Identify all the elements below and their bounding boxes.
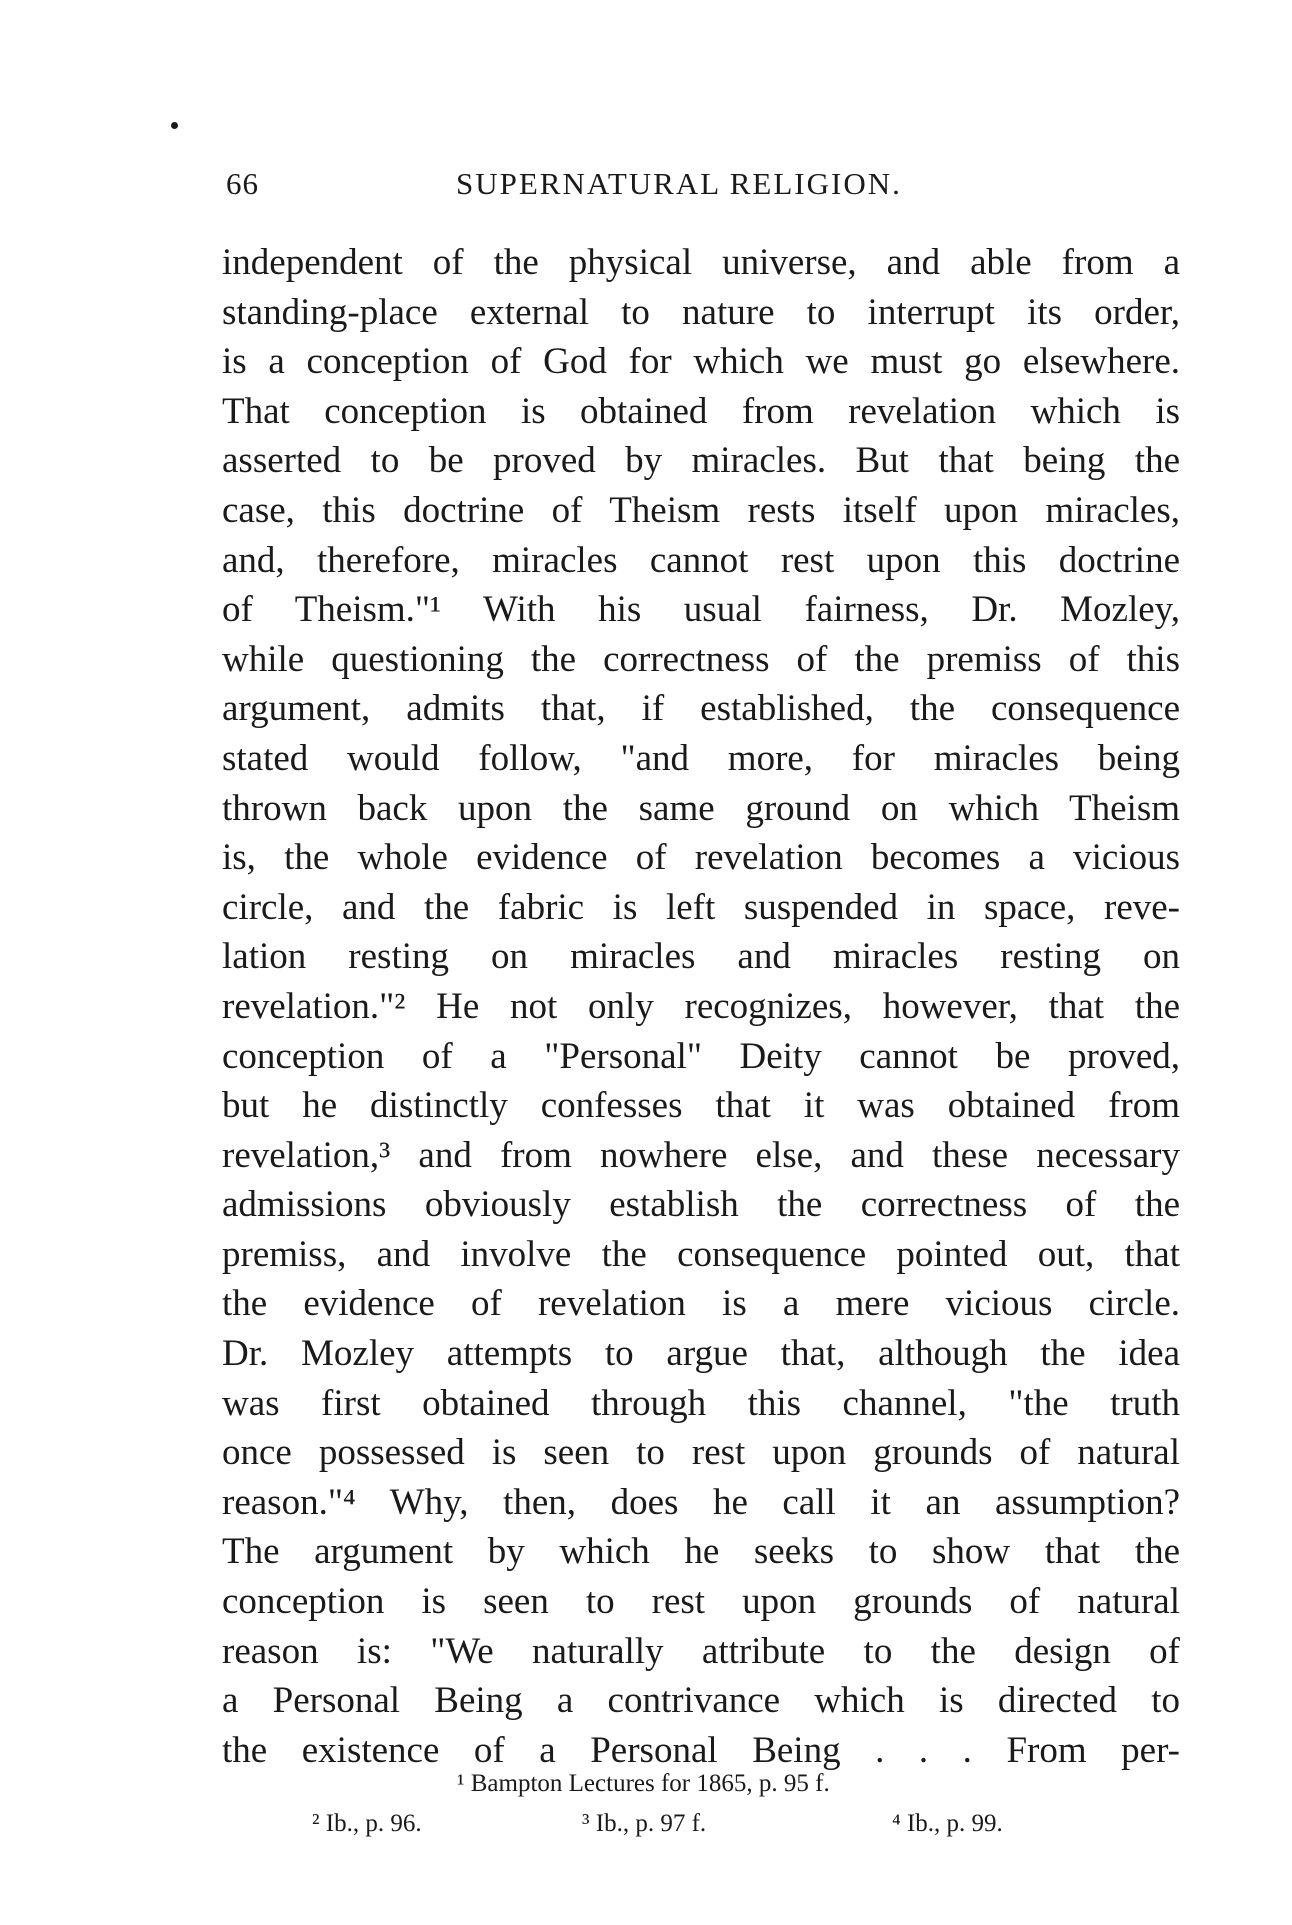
text-line: case, this doctrine of Theism rests itself upon miracles, (222, 489, 1180, 531)
text-line: the existence of a Personal Being . . . From per- (222, 1729, 1180, 1771)
footnote-2: ² Ib., p. 96. (312, 1810, 422, 1837)
text-line: premiss, and involve the consequence pointed out, that (222, 1233, 1180, 1275)
text-line: while questioning the correctness of the premiss of this (222, 638, 1180, 680)
text-line: once possessed is seen to rest upon grounds of natural (222, 1432, 1180, 1474)
text-line: conception of a "Personal" Deity cannot be proved, (222, 1035, 1180, 1077)
text-line: lation resting on miracles and miracles resting on (222, 936, 1180, 978)
text-line: of Theism."¹ With his usual fairness, Dr. Mozley, (222, 589, 1180, 631)
text-line: is a conception of God for which we must go elsewhere. (222, 341, 1180, 383)
footnote-row (222, 1810, 1180, 1846)
text-line: independent of the physical universe, and able from a (222, 242, 1180, 283)
text-line: is, the whole evidence of revelation becomes a vicious (222, 837, 1180, 879)
text-line: stated would follow, "and more, for miracles being (222, 737, 1180, 779)
text-line: thrown back upon the same ground on which Theism (222, 787, 1180, 829)
text-line: but he distinctly confesses that it was obtained from (222, 1085, 1180, 1127)
text-line: conception is seen to rest upon grounds of natural (222, 1581, 1180, 1623)
stray-ink-dot (171, 122, 178, 129)
text-line: circle, and the fabric is left suspended in space, reve- (222, 886, 1180, 928)
text-line: Dr. Mozley attempts to argue that, although the idea (222, 1333, 1180, 1375)
text-line: The argument by which he seeks to show that the (222, 1531, 1180, 1573)
text-line: admissions obviously establish the correctness of the (222, 1184, 1180, 1226)
page-number: 66 (226, 166, 259, 201)
footnote-3: ³ Ib., p. 97 f. (582, 1810, 707, 1837)
text-line: revelation,³ and from nowhere else, and these necessary (222, 1134, 1180, 1176)
text-line: and, therefore, miracles cannot rest upon this doctrine (222, 539, 1180, 581)
text-line: the evidence of revelation is a mere vicious circle. (222, 1283, 1180, 1325)
text-line: a Personal Being a contrivance which is directed to (222, 1680, 1180, 1722)
text-line: reason."⁴ Why, then, does he call it an assumption? (222, 1481, 1180, 1523)
text-line: argument, admits that, if established, the consequence (222, 688, 1180, 730)
text-line: revelation."² He not only recognizes, however, that the (222, 985, 1180, 1027)
text-line: standing-place external to nature to interrupt its order, (222, 291, 1180, 333)
page-header (226, 166, 1176, 210)
text-line: asserted to be proved by miracles. But that being the (222, 440, 1180, 482)
running-head: SUPERNATURAL RELIGION. (456, 166, 902, 201)
text-line: That conception is obtained from revelation which is (222, 390, 1180, 432)
footnote-4: ⁴ Ib., p. 99. (892, 1810, 1003, 1837)
text-line: was first obtained through this channel, "the truth (222, 1382, 1180, 1424)
text-line: reason is: "We naturally attribute to the design of (222, 1630, 1180, 1672)
body-text (222, 238, 1180, 1775)
footnote-1: ¹ Bampton Lectures for 1865, p. 95 f. (457, 1770, 830, 1797)
